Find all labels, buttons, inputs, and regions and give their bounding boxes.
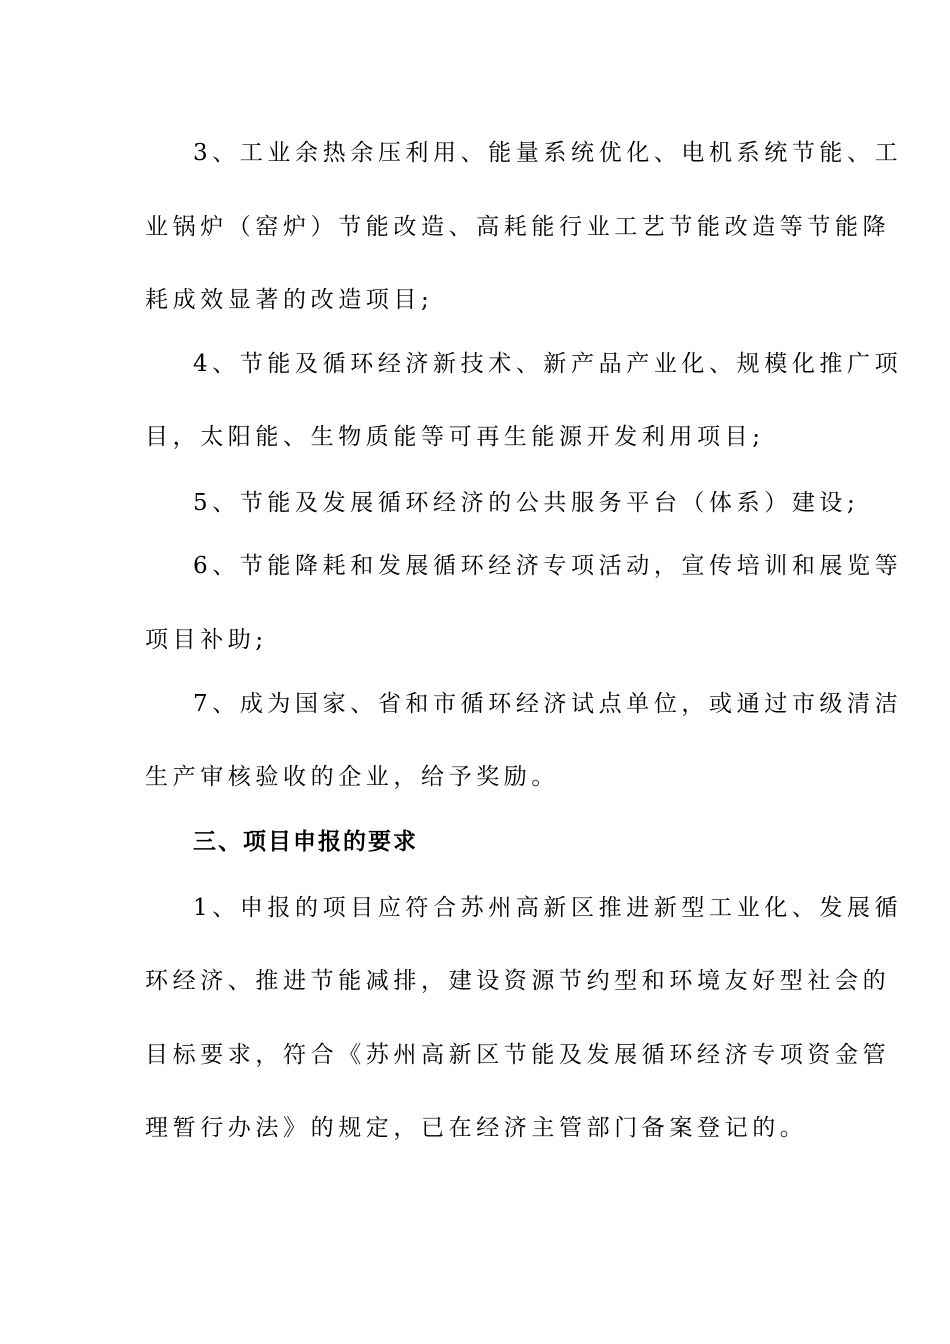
item-3-line-3: 耗成效显著的改造项目; bbox=[145, 287, 434, 313]
section-heading: 三、项目申报的要求 bbox=[193, 828, 418, 855]
req-1-line-3: 目标要求，符合《苏州高新区节能及发展循环经济专项资金管 bbox=[145, 1042, 891, 1068]
item-6-line-1: 6、节能降耗和发展循环经济专项活动，宣传培训和展览等 bbox=[193, 553, 903, 579]
req-1-line-1: 1、申报的项目应符合苏州高新区推进新型工业化、发展循 bbox=[193, 895, 903, 921]
req-1-line-4: 理暂行办法》的规定，已在经济主管部门备案登记的。 bbox=[145, 1115, 808, 1141]
item-5-line-1: 5、节能及发展循环经济的公共服务平台（体系）建设; bbox=[193, 490, 860, 516]
item-4-line-1: 4、节能及循环经济新技术、新产品产业化、规模化推广项 bbox=[193, 351, 903, 377]
item-7-line-1: 7、成为国家、省和市循环经济试点单位，或通过市级清洁 bbox=[193, 691, 903, 717]
item-3-line-1: 3、工业余热余压利用、能量系统优化、电机系统节能、工 bbox=[193, 140, 903, 166]
item-3-line-2: 业锅炉（窑炉）节能改造、高耗能行业工艺节能改造等节能降 bbox=[145, 214, 891, 240]
item-4-line-2: 目，太阳能、生物质能等可再生能源开发利用项目; bbox=[145, 424, 765, 450]
item-6-line-2: 项目补助; bbox=[145, 627, 268, 653]
req-1-line-2: 环经济、推进节能减排，建设资源节约型和环境友好型社会的 bbox=[145, 968, 891, 994]
item-7-line-2: 生产审核验收的企业，给予奖励。 bbox=[145, 764, 559, 790]
